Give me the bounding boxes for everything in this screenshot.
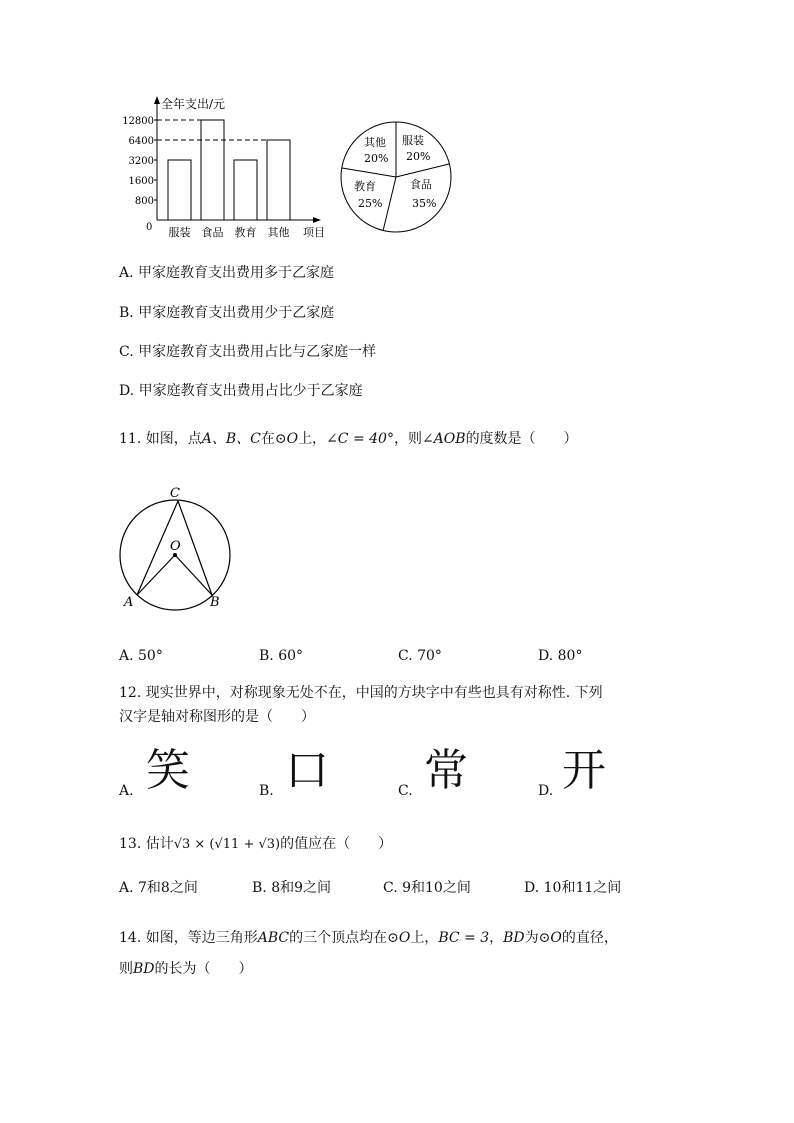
q11-option-b: B. 60° <box>259 648 304 664</box>
q10-option-c: C. 甲家庭教育支出费用占比与乙家庭一样 <box>119 344 377 360</box>
pie-label-name: 其他 <box>364 136 386 149</box>
q12-char-a: 笑 <box>146 745 190 796</box>
q10-option-d: D. 甲家庭教育支出费用占比少于乙家庭 <box>119 383 363 399</box>
label-b: B <box>210 595 220 610</box>
x-axis-label: 项目 <box>303 226 325 239</box>
bar <box>168 160 191 220</box>
pie-divider <box>383 177 396 231</box>
radius-ob <box>175 555 212 595</box>
chord-cb <box>178 501 212 595</box>
q13-option-b: B. 8和9之间 <box>252 880 332 896</box>
label-o: O <box>170 539 181 554</box>
q12-char-c: 常 <box>424 745 468 796</box>
pie-chart <box>338 118 458 238</box>
y-tick-label: 800 <box>134 196 154 207</box>
y-tick-label: 3200 <box>128 156 154 167</box>
y-axis-arrow <box>154 96 160 104</box>
pie-label-name: 教育 <box>354 180 376 193</box>
pie-label-name: 服装 <box>402 134 424 147</box>
category-label: 教育 <box>234 226 257 239</box>
bar-chart <box>110 90 340 245</box>
q12-stem-line2: 汉字是轴对称图形的是（ ） <box>119 709 315 725</box>
bar <box>201 120 224 220</box>
q11-option-a: A. 50° <box>119 648 163 664</box>
y-tick-label: 6400 <box>128 136 154 147</box>
q12-option-b-letter: B. <box>259 783 274 799</box>
q12-char-d: 开 <box>562 745 606 796</box>
q13-option-d: D. 10和11之间 <box>524 880 622 896</box>
y-axis-label: 全年支出/元 <box>161 97 226 111</box>
label-a: A <box>124 595 134 610</box>
bar <box>234 160 257 220</box>
q13-option-c: C. 9和10之间 <box>383 880 471 896</box>
category-label: 服装 <box>168 226 191 239</box>
pie-divider <box>342 168 396 177</box>
category-label: 其他 <box>267 226 290 239</box>
q13-option-a: A. 7和8之间 <box>119 880 198 896</box>
origin-label: 0 <box>146 222 153 233</box>
pie-label-pct: 25% <box>358 197 383 210</box>
pie-divider <box>396 164 449 177</box>
bar <box>267 140 290 220</box>
y-tick-label: 1600 <box>128 176 154 187</box>
label-c: C <box>170 486 180 501</box>
q12-char-b: 口 <box>285 745 329 796</box>
q10-option-b: B. 甲家庭教育支出费用少于乙家庭 <box>119 305 335 321</box>
pie-label-name: 食品 <box>410 178 432 191</box>
q11-figure <box>112 482 242 612</box>
x-axis-arrow <box>313 217 321 223</box>
radius-oa <box>137 555 175 595</box>
q11-stem: 11. 如图，点A、B、C在⊙O上，∠C = 40°，则∠AOB的度数是（ ） <box>119 431 578 447</box>
category-label: 食品 <box>201 226 224 239</box>
q11-option-c: C. 70° <box>398 648 442 664</box>
q14-stem-line2: 则BD的长为（ ） <box>119 961 253 977</box>
q11-option-d: D. 80° <box>538 648 583 664</box>
q12-stem-line1: 12. 现实世界中，对称现象无处不在，中国的方块字中有些也具有对称性. 下列 <box>119 685 603 701</box>
q12-option-a-letter: A. <box>119 783 134 799</box>
pie-label-pct: 20% <box>406 150 431 163</box>
pie-label-pct: 35% <box>412 197 437 210</box>
pie-label-pct: 20% <box>364 152 389 165</box>
q13-expression: √3 × (√11 + √3) <box>173 837 281 852</box>
q12-option-c-letter: C. <box>398 783 413 799</box>
q14-stem-line1: 14. 如图，等边三角形ABC的三个顶点均在⊙O上，BC = 3，BD为⊙O的直径， <box>119 930 618 946</box>
q10-option-a: A. 甲家庭教育支出费用多于乙家庭 <box>119 265 335 281</box>
q12-option-d-letter: D. <box>538 783 554 799</box>
q13-stem: 13. 估计√3 × (√11 + √3)的值应在（ ） <box>119 836 393 852</box>
y-tick-label: 12800 <box>122 116 154 127</box>
